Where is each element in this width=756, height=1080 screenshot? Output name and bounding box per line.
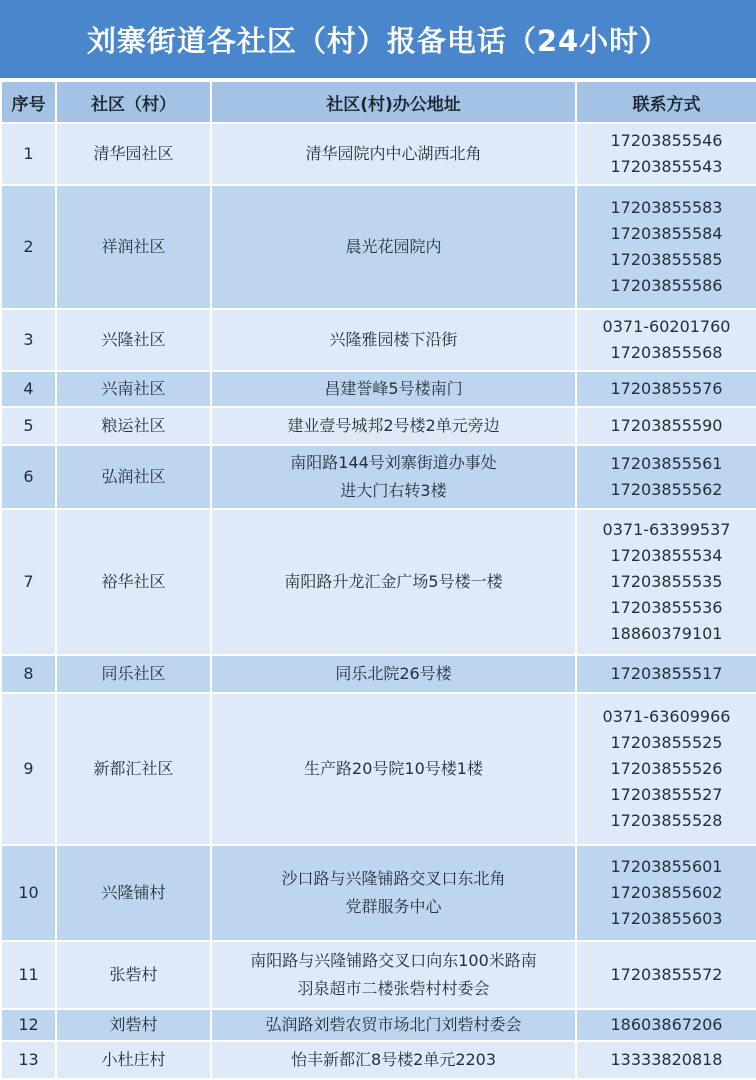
phone-number: 17203855583	[610, 198, 723, 217]
contact-phones	[576, 445, 756, 509]
phone-number: 17203855534	[610, 546, 723, 565]
row-index: 7	[1, 509, 56, 655]
contact-phones	[576, 407, 756, 445]
address-line: 进大门右转3楼	[340, 481, 447, 500]
community-name: 清华园社区	[56, 123, 211, 185]
contact-phones	[576, 123, 756, 185]
row-index: 8	[1, 655, 56, 693]
phone-number: 0371-60201760	[602, 317, 731, 336]
header-index: 序号	[1, 81, 56, 123]
row-index: 6	[1, 445, 56, 509]
address-line: 同乐北院26号楼	[335, 664, 452, 683]
address-line: 怡丰新都汇8号楼2单元2203	[290, 1050, 497, 1069]
office-address	[211, 941, 576, 1009]
community-name: 同乐社区	[56, 655, 211, 693]
table-row	[1, 655, 756, 693]
address-line: 沙口路与兴隆铺路交叉口东北角	[281, 869, 506, 888]
address-line: 兴隆雅园楼下沿街	[329, 330, 458, 349]
phone-number: 17203855546	[610, 131, 723, 150]
table-row	[1, 407, 756, 445]
community-name: 粮运社区	[56, 407, 211, 445]
phone-number: 13333820818	[610, 1050, 723, 1069]
contact-phones	[576, 845, 756, 941]
row-index: 2	[1, 185, 56, 309]
table-row	[1, 371, 756, 407]
community-name: 裕华社区	[56, 509, 211, 655]
row-index: 1	[1, 123, 56, 185]
community-name: 兴南社区	[56, 371, 211, 407]
phone-number: 17203855562	[610, 480, 723, 499]
phone-number: 18603867206	[610, 1015, 723, 1034]
phone-number: 17203855526	[610, 759, 723, 778]
phone-number: 17203855543	[610, 157, 723, 176]
office-address	[211, 123, 576, 185]
header-row	[1, 81, 756, 123]
phone-number: 17203855576	[610, 379, 723, 398]
community-name: 弘润社区	[56, 445, 211, 509]
address-line: 建业壹号城邦2号楼2单元旁边	[287, 416, 500, 435]
address-line: 弘润路刘砦农贸市场北门刘砦村委会	[265, 1015, 522, 1034]
row-index: 10	[1, 845, 56, 941]
phone-number: 17203855584	[610, 224, 723, 243]
contact-phones	[576, 941, 756, 1009]
row-index: 13	[1, 1041, 56, 1079]
office-address	[211, 1041, 576, 1079]
page-title: 刘寨街道各社区（村）报备电话（24小时）	[0, 0, 756, 78]
phone-number: 17203855601	[610, 857, 723, 876]
phone-number: 17203855572	[610, 965, 723, 984]
header-address: 社区(村)办公地址	[211, 81, 576, 123]
phone-number: 17203855602	[610, 883, 723, 902]
contact-table	[0, 80, 756, 1080]
phone-number: 17203855603	[610, 909, 723, 928]
address-line: 生产路20号院10号楼1楼	[304, 759, 483, 778]
contact-phones	[576, 309, 756, 371]
office-address	[211, 445, 576, 509]
community-name: 张砦村	[56, 941, 211, 1009]
phone-number: 17203855517	[610, 664, 723, 683]
address-line: 羽泉超市二楼张砦村村委会	[297, 979, 490, 998]
table-row	[1, 185, 756, 309]
row-index: 9	[1, 693, 56, 845]
address-line: 南阳路与兴隆铺路交叉口向东100米路南	[250, 951, 537, 970]
contact-phones	[576, 185, 756, 309]
community-name: 祥润社区	[56, 185, 211, 309]
table-row	[1, 123, 756, 185]
table-row	[1, 941, 756, 1009]
table-row	[1, 509, 756, 655]
contact-phones	[576, 1041, 756, 1079]
contact-phones	[576, 693, 756, 845]
row-index: 11	[1, 941, 56, 1009]
phone-number: 17203855586	[610, 276, 723, 295]
row-index: 5	[1, 407, 56, 445]
address-line: 昌建誉峰5号楼南门	[324, 379, 463, 398]
office-address	[211, 1009, 576, 1041]
phone-number: 0371-63399537	[602, 520, 731, 539]
address-line: 清华园院内中心湖西北角	[305, 144, 482, 163]
office-address	[211, 309, 576, 371]
row-index: 12	[1, 1009, 56, 1041]
phone-number: 17203855585	[610, 250, 723, 269]
row-index: 4	[1, 371, 56, 407]
phone-number: 0371-63609966	[602, 707, 731, 726]
address-line: 晨光花园院内	[345, 237, 442, 256]
phone-number: 17203855561	[610, 454, 723, 473]
office-address	[211, 845, 576, 941]
office-address	[211, 407, 576, 445]
phone-number: 17203855590	[610, 416, 723, 435]
contact-phones	[576, 655, 756, 693]
phone-number: 18860379101	[610, 624, 723, 643]
community-name: 新都汇社区	[56, 693, 211, 845]
table-row	[1, 1041, 756, 1079]
header-contact: 联系方式	[576, 81, 756, 123]
community-name: 小杜庄村	[56, 1041, 211, 1079]
table-row	[1, 1009, 756, 1041]
community-name: 兴隆铺村	[56, 845, 211, 941]
contact-phones	[576, 509, 756, 655]
phone-number: 17203855568	[610, 343, 723, 362]
office-address	[211, 693, 576, 845]
table-row	[1, 309, 756, 371]
contact-phones	[576, 371, 756, 407]
phone-number: 17203855525	[610, 733, 723, 752]
phone-number: 17203855536	[610, 598, 723, 617]
contact-phones	[576, 1009, 756, 1041]
address-line: 南阳路144号刘寨街道办事处	[290, 453, 497, 472]
community-name: 兴隆社区	[56, 309, 211, 371]
row-index: 3	[1, 309, 56, 371]
table-row	[1, 845, 756, 941]
header-community: 社区（村）	[56, 81, 211, 123]
table-row	[1, 693, 756, 845]
office-address	[211, 371, 576, 407]
address-line: 南阳路升龙汇金广场5号楼一楼	[284, 572, 503, 591]
office-address	[211, 185, 576, 309]
phone-number: 17203855528	[610, 811, 723, 830]
phone-number: 17203855527	[610, 785, 723, 804]
office-address	[211, 655, 576, 693]
phone-number: 17203855535	[610, 572, 723, 591]
community-name: 刘砦村	[56, 1009, 211, 1041]
table-row	[1, 445, 756, 509]
address-line: 党群服务中心	[345, 897, 442, 916]
office-address	[211, 509, 576, 655]
